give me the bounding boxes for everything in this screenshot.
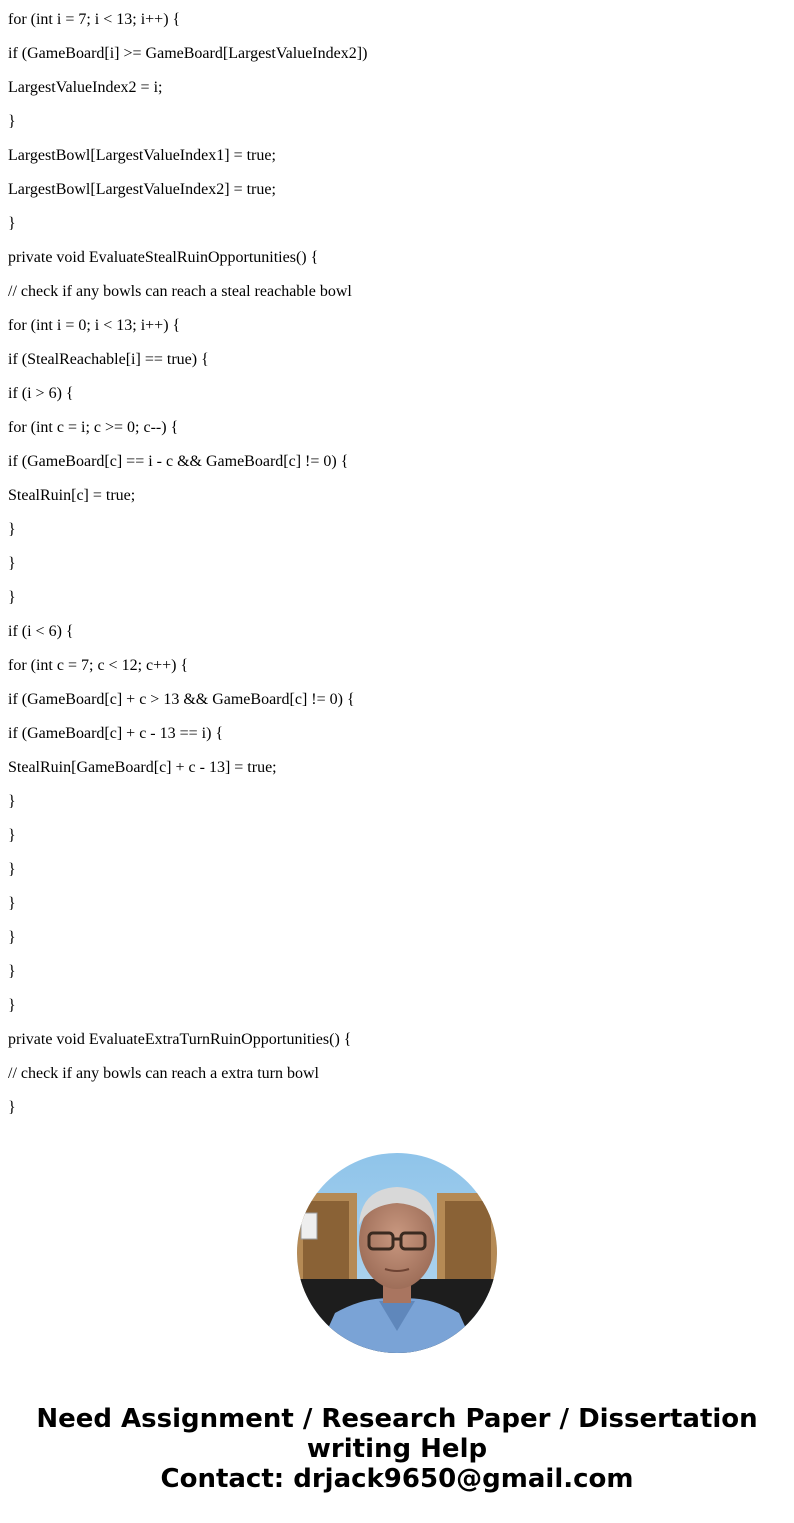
code-line: if (GameBoard[c] + c > 13 && GameBoard[c] != 0) { — [8, 691, 355, 708]
code-line: for (int c = 7; c < 12; c++) { — [8, 657, 189, 674]
contact-promo — [0, 1404, 794, 1494]
code-line: } — [8, 113, 16, 130]
code-line: StealRuin[c] = true; — [8, 487, 136, 504]
code-line: if (i > 6) { — [8, 385, 74, 402]
code-line: } — [8, 827, 16, 844]
code-line: } — [8, 861, 16, 878]
promo-contact: Contact: drjack9650@gmail.com — [160, 1464, 634, 1494]
code-line: } — [8, 793, 16, 810]
code-line: // check if any bowls can reach a extra turn bowl — [8, 1065, 319, 1082]
code-line: } — [8, 521, 16, 538]
code-line: // check if any bowls can reach a steal reachable bowl — [8, 283, 352, 300]
code-line: private void EvaluateStealRuinOpportunities() { — [8, 249, 319, 266]
code-line: } — [8, 1099, 16, 1116]
author-avatar — [297, 1153, 497, 1353]
code-line: LargestBowl[LargestValueIndex2] = true; — [8, 181, 276, 198]
code-line: } — [8, 589, 16, 606]
code-line: } — [8, 997, 16, 1014]
code-line: StealRuin[GameBoard[c] + c - 13] = true; — [8, 759, 277, 776]
code-line: if (StealReachable[i] == true) { — [8, 351, 209, 368]
code-line: if (GameBoard[c] + c - 13 == i) { — [8, 725, 224, 742]
code-listing — [8, 0, 788, 1133]
code-line: if (GameBoard[i] >= GameBoard[LargestValueIndex2]) — [8, 45, 368, 62]
code-line: for (int c = i; c >= 0; c--) { — [8, 419, 179, 436]
code-line: } — [8, 555, 16, 572]
code-line: LargestValueIndex2 = i; — [8, 79, 163, 96]
code-line: for (int i = 7; i < 13; i++) { — [8, 11, 181, 28]
code-line: if (i < 6) { — [8, 623, 74, 640]
promo-headline: Need Assignment / Research Paper / Dissertation — [36, 1404, 758, 1434]
code-line: } — [8, 895, 16, 912]
code-line: for (int i = 0; i < 13; i++) { — [8, 317, 181, 334]
code-line: if (GameBoard[c] == i - c && GameBoard[c] != 0) { — [8, 453, 349, 470]
code-line: } — [8, 963, 16, 980]
code-line: } — [8, 929, 16, 946]
code-line: } — [8, 215, 16, 232]
promo-subline: writing Help — [306, 1434, 488, 1464]
code-line: private void EvaluateExtraTurnRuinOpportunities() { — [8, 1031, 352, 1048]
code-line: LargestBowl[LargestValueIndex1] = true; — [8, 147, 276, 164]
